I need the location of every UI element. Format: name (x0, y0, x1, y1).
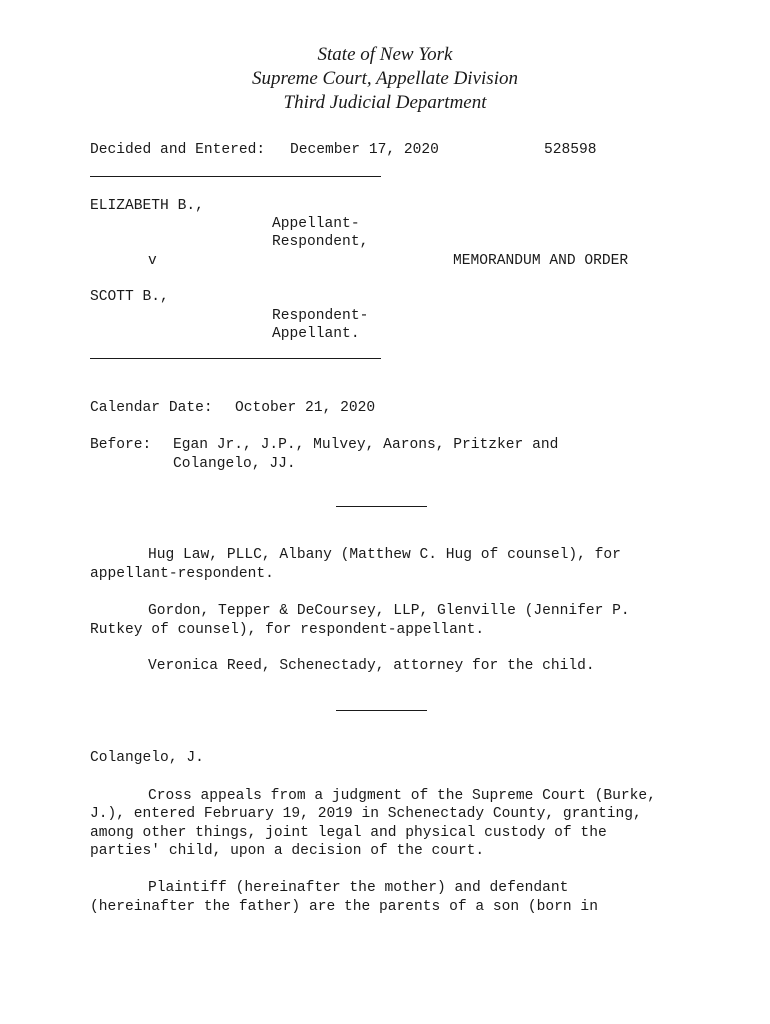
section-divider-2 (336, 710, 427, 711)
docket-number: 528598 (544, 142, 597, 158)
opinion-para2-line2: (hereinafter the father) are the parents of a son (born in (90, 899, 598, 915)
counsel-1-line1: Hug Law, PLLC, Albany (Matthew C. Hug of counsel), for (148, 547, 621, 563)
opinion-para1-line4: parties' child, upon a decision of the court. (90, 843, 485, 859)
before-line2: Colangelo, JJ. (173, 456, 296, 472)
document-type: MEMORANDUM AND ORDER (453, 253, 629, 269)
defendant-role-line1: Respondent- (272, 308, 369, 324)
court-department: Third Judicial Department (283, 92, 487, 113)
court-name: Supreme Court, Appellate Division (252, 68, 518, 89)
decided-date: December 17, 2020 (290, 142, 439, 158)
caption-top-rule (90, 176, 381, 177)
defendant-role-line2: Appellant. (272, 326, 360, 342)
opinion-para1-line3: among other things, joint legal and physical custody of the (90, 825, 607, 841)
decided-label: Decided and Entered: (90, 142, 266, 158)
court-state: State of New York (317, 44, 453, 65)
plaintiff-role-line2: Respondent, (272, 234, 369, 250)
defendant-name: SCOTT B., (90, 289, 169, 305)
calendar-date: October 21, 2020 (235, 400, 376, 416)
caption-bottom-rule (90, 358, 381, 359)
before-line1: Egan Jr., J.P., Mulvey, Aarons, Pritzker and (173, 437, 559, 453)
opinion-author: Colangelo, J. (90, 750, 204, 766)
counsel-2-line2: Rutkey of counsel), for respondent-appellant. (90, 622, 485, 638)
versus: v (148, 253, 157, 269)
counsel-2-line1: Gordon, Tepper & DeCoursey, LLP, Glenville (Jennifer P. (148, 603, 630, 619)
plaintiff-role-line1: Appellant- (272, 216, 360, 232)
plaintiff-name: ELIZABETH B., (90, 198, 204, 214)
calendar-label: Calendar Date: (90, 400, 213, 416)
section-divider (336, 506, 427, 507)
counsel-3-line1: Veronica Reed, Schenectady, attorney for the child. (148, 658, 595, 674)
before-label: Before: (90, 437, 152, 453)
opinion-para1-line2: J.), entered February 19, 2019 in Schenectady County, granting, (90, 806, 642, 822)
opinion-para2-line1: Plaintiff (hereinafter the mother) and defendant (148, 880, 569, 896)
opinion-para1-line1: Cross appeals from a judgment of the Supreme Court (Burke, (148, 788, 656, 804)
counsel-1-line2: appellant-respondent. (90, 566, 274, 582)
